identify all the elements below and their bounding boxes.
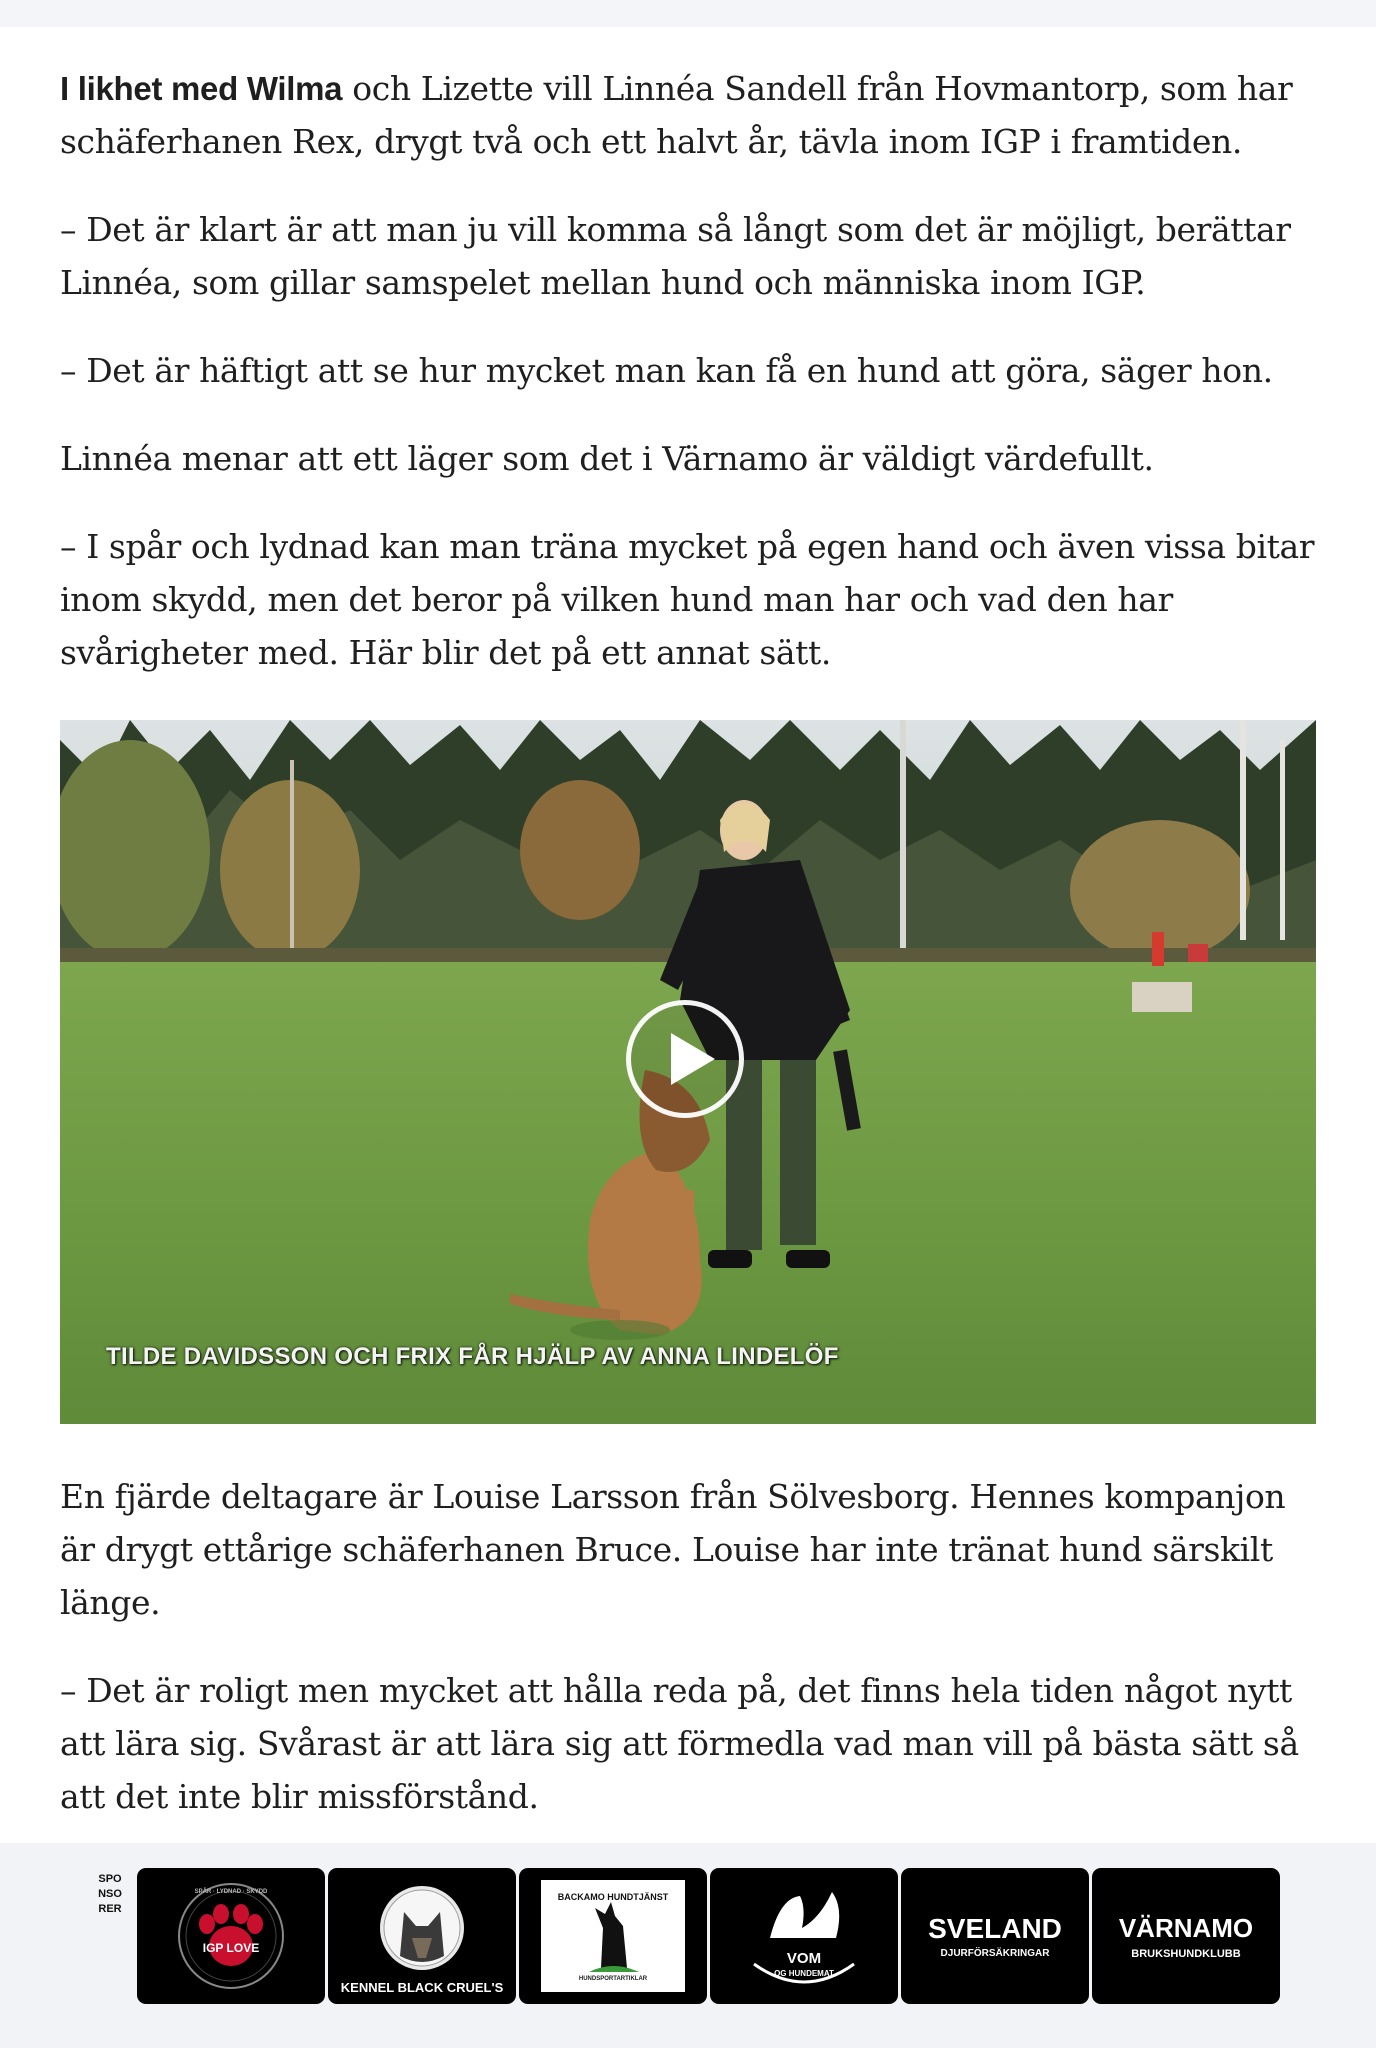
paragraph-lead: I likhet med Wilma xyxy=(60,70,343,107)
sponsor-name: KENNEL BLACK CRUEL'S xyxy=(340,1980,504,1995)
sponsor-name: VOM xyxy=(786,1950,822,1967)
paragraph-1 xyxy=(60,62,1320,168)
sponsor-sub: OG HUNDEMAT xyxy=(774,1969,834,1978)
paragraph-3: – Det är häftigt att se hur mycket man kan få en hund att göra, säger hon. xyxy=(60,351,1273,390)
sponsor-label: SPONSORER xyxy=(98,1873,122,1915)
sponsor-name: VÄRNAMO xyxy=(1118,1913,1254,1943)
paragraph-text: och Lizette vill Linnéa Sandell från Hovmantorp, som har schäferhanen Rex, drygt två och ett halvt år, tävla inom IGP i framtiden. xyxy=(60,69,1293,161)
sponsor-name: BACKAMO HUNDTJÄNST xyxy=(557,1892,669,1902)
sponsor-varnamo-brukshundklubb[interactable] xyxy=(1092,1868,1280,2004)
play-icon[interactable] xyxy=(626,1000,744,1118)
paragraph-5: – I spår och lydnad kan man träna mycket på egen hand och även vissa bitar inom skydd, men det beror på vilken hund man har och vad den har svårigheter med. Här blir det på ett annat sätt. xyxy=(60,527,1315,672)
paragraph-4: Linnéa menar att ett läger som det i Värnamo är väldigt värdefullt. xyxy=(60,439,1154,478)
sponsor-name: IGP LOVE xyxy=(202,1941,260,1955)
dogs-icon xyxy=(710,1868,898,2004)
article-body xyxy=(60,62,1320,679)
paragraph-6: En fjärde deltagare är Louise Larsson från Sölvesborg. Hennes kompanjon är drygt ettårige schäferhanen Bruce. Louise har inte tränat hund särskilt länge. xyxy=(60,1477,1286,1622)
sponsor-kennel-black-cruels[interactable] xyxy=(328,1868,516,2004)
sponsor-igp-love[interactable] xyxy=(137,1868,325,2004)
top-bar xyxy=(0,0,1376,27)
paragraph-2: – Det är klart är att man ju vill komma så långt som det är möjligt, berättar Linnéa, som gillar samspelet mellan hund och människa inom IGP. xyxy=(60,210,1291,302)
dog-silhouette-icon xyxy=(519,1868,707,2004)
paragraph-7: – Det är roligt men mycket att hålla reda på, det finns hela tiden något nytt att lära sig. Svårast är att lära sig att förmedla vad man vill på bästa sätt så att det inte blir missförstånd. xyxy=(60,1671,1299,1816)
sponsor-sveland[interactable] xyxy=(901,1868,1089,2004)
article-body-continued xyxy=(60,1470,1320,1823)
video-caption: TILDE DAVIDSSON OCH FRIX FÅR HJÄLP AV ANNA LINDELÖF xyxy=(106,1343,839,1370)
sponsor-sub: SPÅR · LYDNAD · SKYDD xyxy=(194,1889,268,1895)
sponsor-vom-og-hundemat[interactable] xyxy=(710,1868,898,2004)
sponsor-name: SVELAND xyxy=(928,1913,1062,1944)
sponsor-sub: BRUKSHUNDKLUBB xyxy=(1131,1948,1241,1960)
sponsor-backamo-hundtjanst[interactable] xyxy=(519,1868,707,2004)
sponsor-sub: DJURFÖRSÄKRINGAR xyxy=(940,1948,1050,1959)
sponsor-sub: HUNDSPORTARTIKLAR xyxy=(578,1976,648,1982)
